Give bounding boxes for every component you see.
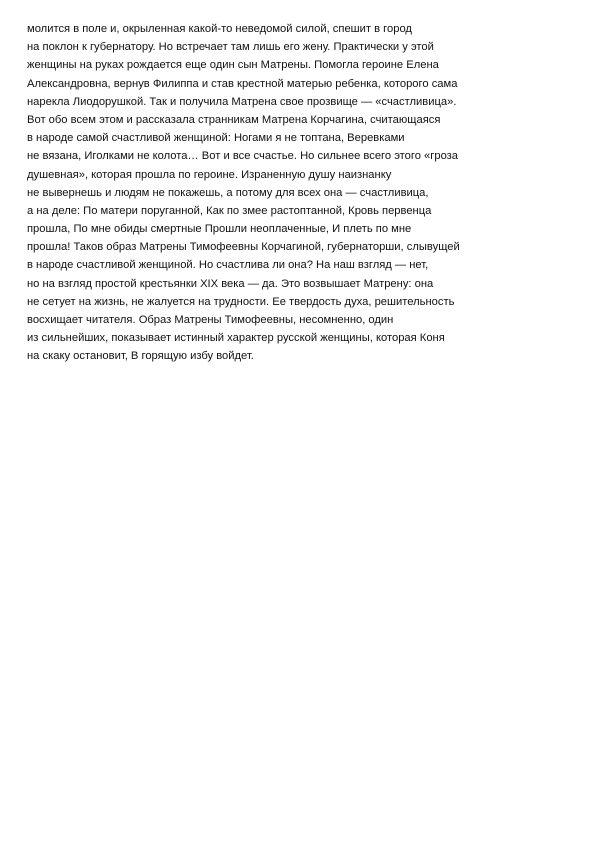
text-line: душевная», которая прошла по героине. Израненную душу наизнанку [27, 168, 392, 181]
text-line: молится в поле и, окрыленная какой-то неведомой силой, спешит в город [27, 23, 412, 35]
text-line: но на взгляд простой крестьянки XIX века — да. Это возвышает Матрену: она [27, 277, 434, 290]
text-line: восхищает читателя. Образ Матрены Тимофеевны, несомненно, один [27, 314, 394, 326]
body-text [27, 20, 577, 366]
text-line: на скаку остановит, В горящую избу войдет. [27, 350, 254, 363]
text-line: нарекла Лиодорушкой. Так и получила Матрена свое прозвище — «счастливица». [27, 95, 457, 108]
text-line: женщины на руках рождается еще один сын Матрены. Помогла героине Елена [27, 59, 439, 72]
text-line: прошла, По мне обиды смертные Прошли неоплаченные, И плеть по мне [27, 223, 412, 236]
text-line: прошла! Таков образ Матрены Тимофеевны Корчагиной, губернаторши, слывущей [27, 241, 460, 254]
text-line: в народе самой счастливой женщиной: Ногами я не топтана, Веревками [27, 132, 405, 145]
text-line: на поклон к губернатору. Но встречает там лишь его жену. Практически у этой [27, 41, 434, 54]
text-line: Александровна, вернув Филиппа и став крестной матерью ребенка, которого сама [27, 77, 458, 90]
text-line: из сильнейших, показывает истинный характер русской женщины, которая Коня [27, 332, 445, 345]
text-line: а на деле: По матери поруганной, Как по змее растоптанной, Кровь первенца [27, 204, 432, 217]
text-line: Вот обо всем этом и рассказала странникам Матрена Корчагина, считающаяся [27, 113, 441, 126]
text-line: не вывернешь и людям не покажешь, а потому для всех она — счастливица, [27, 186, 429, 199]
text-line: не сетует на жизнь, не жалуется на трудности. Ее твердость духа, решительность [27, 295, 455, 308]
text-line: не вязана, Иголками не колота… Вот и все счастье. Но сильнее всего этого «гроза [27, 150, 459, 163]
text-line: в народе счастливой женщиной. Но счастлива ли она? На наш взгляд — нет, [27, 259, 429, 272]
